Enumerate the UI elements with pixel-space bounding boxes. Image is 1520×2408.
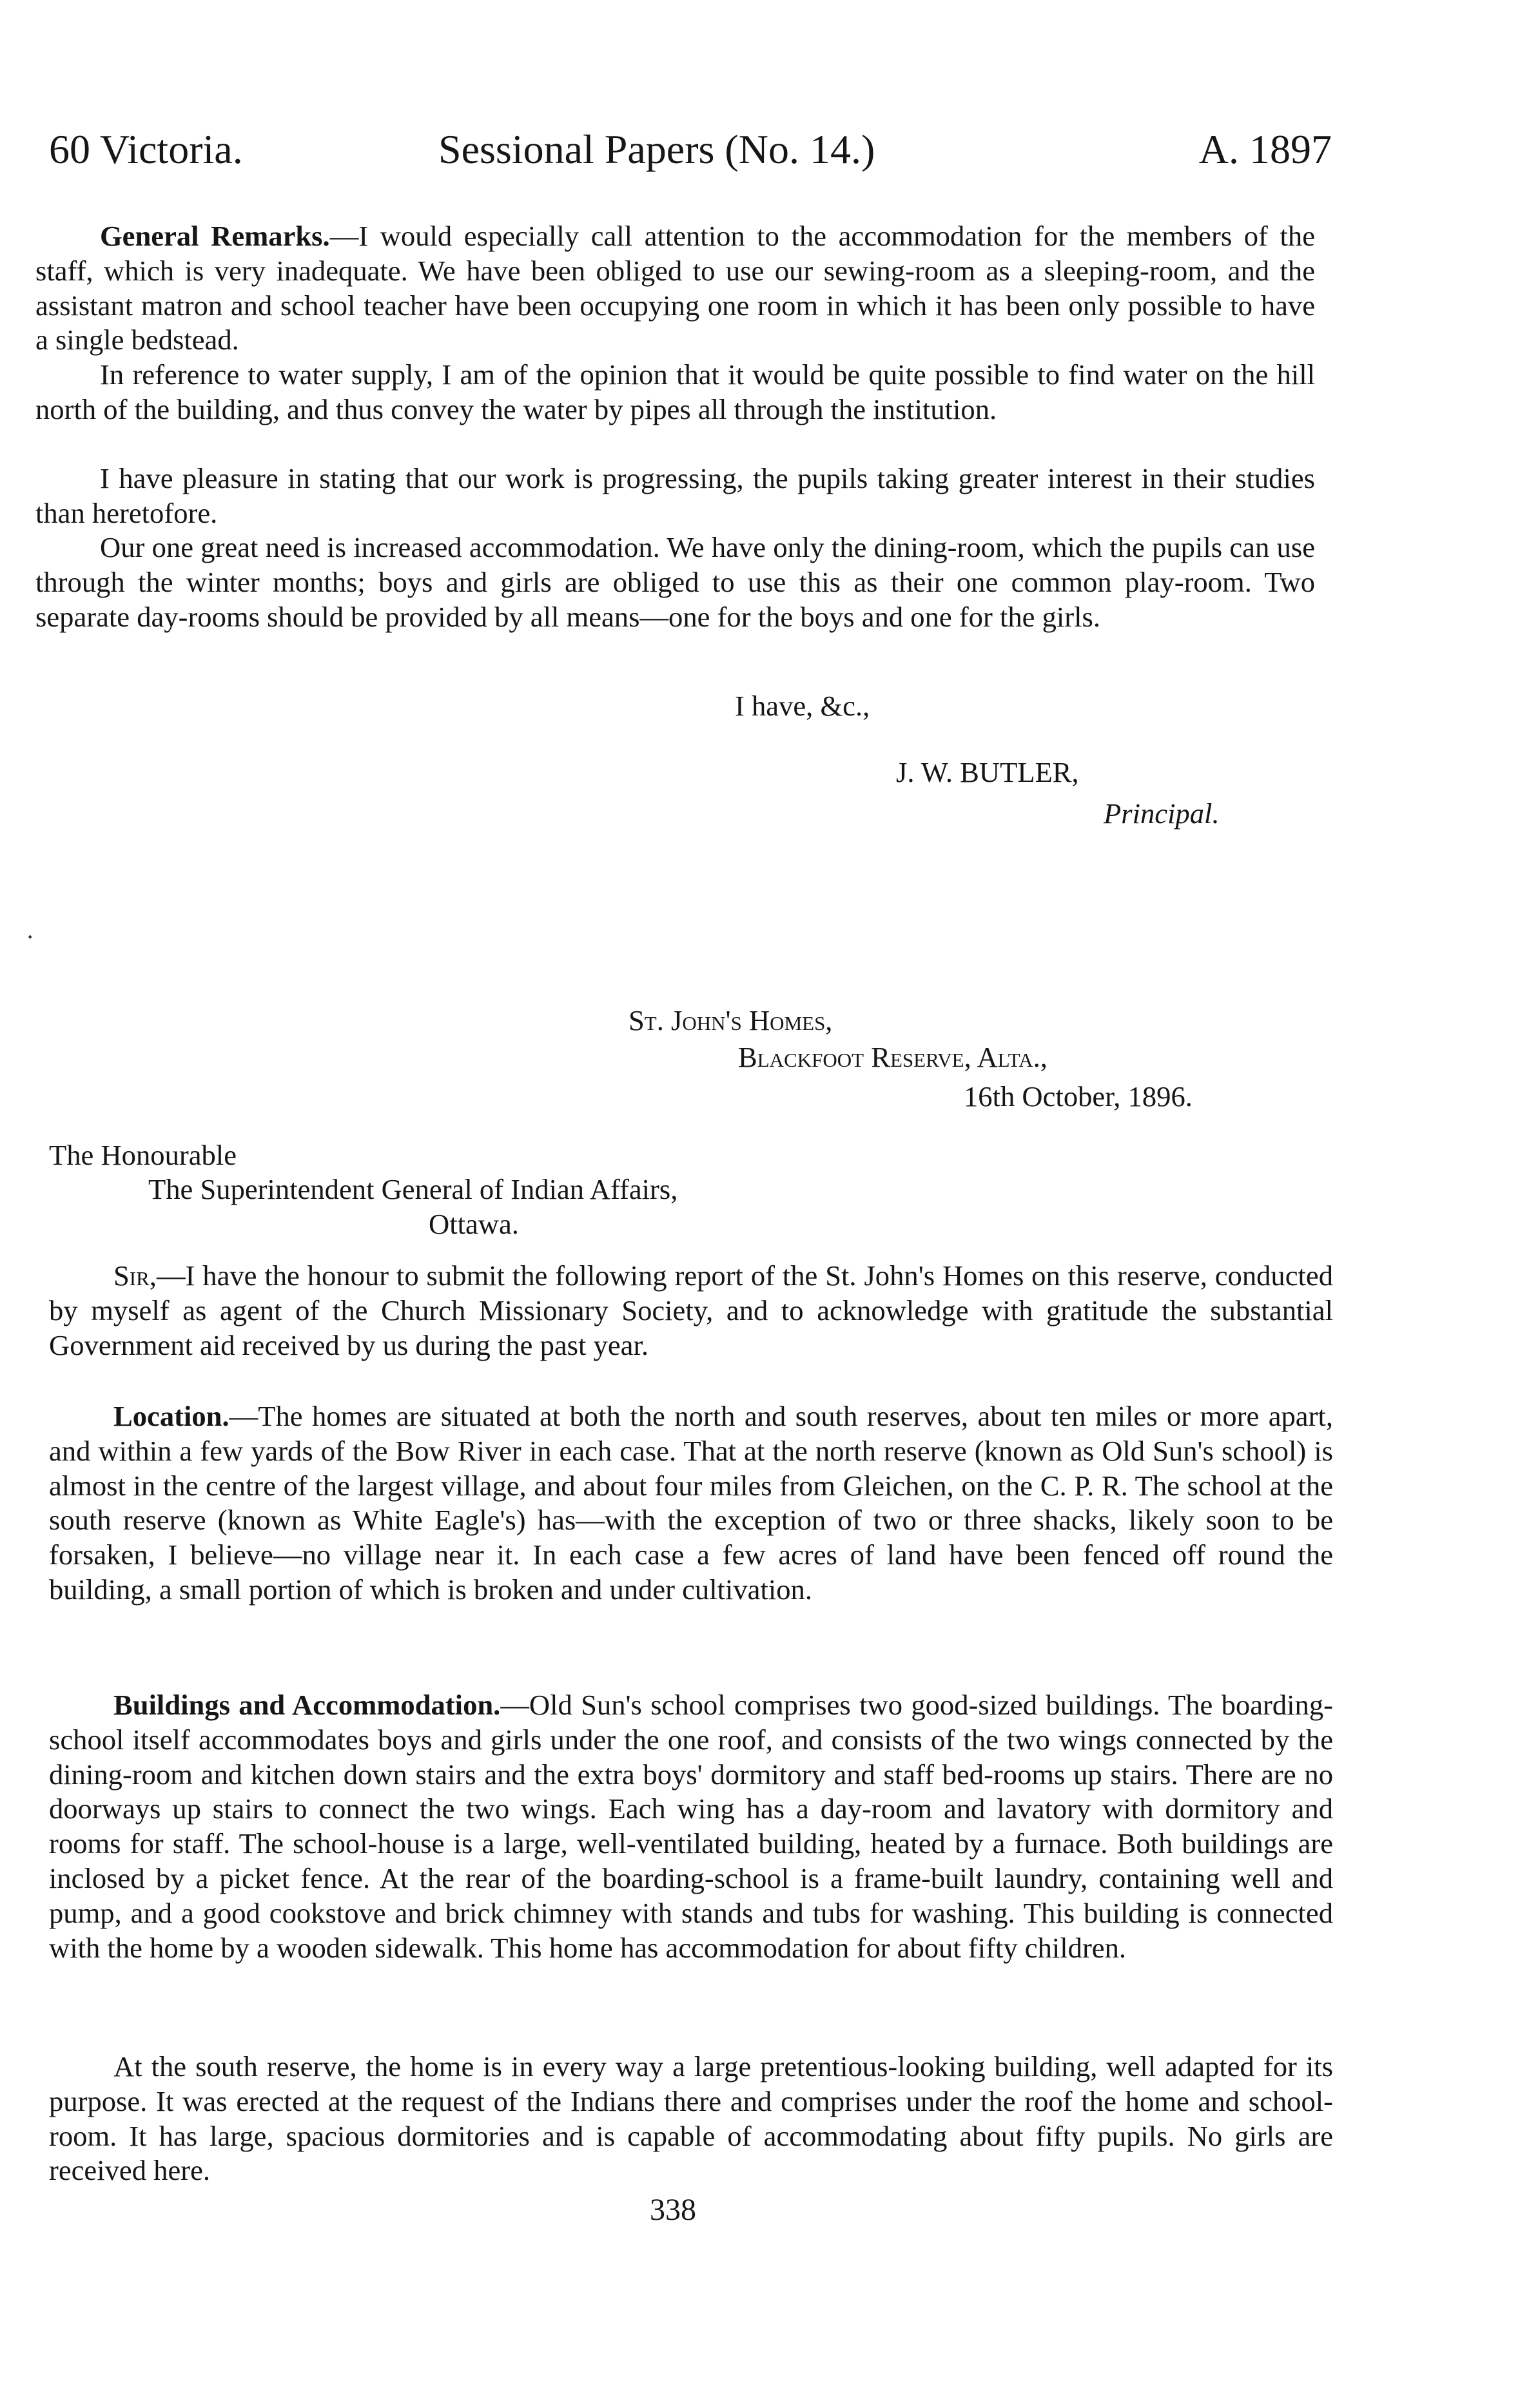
- water-supply-paragraph: In reference to water supply, I am of the opinion that it would be quite possible to find water on the hill north of the building, and thus convey the water by pipes all through the institution.: [35, 358, 1315, 425]
- general-remarks-text: —I would especially call attention to the accommodation for the members of the staff, which is very inadequate. We have been obliged to use our sewing-room as a sleeping-room, and the assistant matron and school teacher have been occupying one room in which it has been only possible to have a single bedstead.: [35, 220, 1315, 356]
- address-date: 16th October, 1896.: [964, 1080, 1193, 1112]
- progress-paragraph: I have pleasure in stating that our work is progressing, the pupils taking greater interest in their studies than heretofore.: [35, 462, 1315, 529]
- recipient-line-1: The Honourable: [49, 1139, 237, 1171]
- buildings-text: —Old Sun's school comprises two good-sized buildings. The boarding-school itself accommodates boys and girls under the one roof, and consists of the two wings connected by the dining-room and kitchen down stairs and the extra boys' dormitory and staff bed-rooms up stairs. There are no doorways up stairs to connect the two wings. Each wing has a day-room and lavatory with dormitory and rooms for staff. The school-house is a large, well-ventilated building, heated by a furnace. Both buildings are inclosed by a picket fence. At the rear of the boarding-school is a frame-built laundry, containing well and pump, and a good cookstove and brick chimney with stands and tubs for washing. This building is connected with the home by a wooden sidewalk. This home has accommodation for about fifty children.: [49, 1689, 1333, 1964]
- page-header: [49, 124, 1332, 175]
- header-session: 60 Victoria.: [49, 126, 243, 172]
- closing-line: I have, &c.,: [735, 690, 870, 722]
- signature-title: Principal.: [1104, 797, 1220, 830]
- recipient-line-3: Ottawa.: [429, 1208, 519, 1240]
- address-line-1: St. John's Homes,: [628, 1004, 833, 1036]
- intro-paragraph: [49, 1259, 1333, 1363]
- location-text: —The homes are situated at both the north and south reserves, about ten miles or more apart, and within a few yards of the Bow River in each case. That at the north reserve (known as Old Sun's school) is almost in the centre of the largest village, and about four miles from Gleichen, on the C. P. R. The school at the south reserve (known as White Eagle's) has—with the exception of two or three shacks, likely soon to be forsaken, I believe—no village near it. In each case a few acres of land have been fenced off round the building, a small portion of which is broken and under cultivation.: [49, 1400, 1333, 1606]
- location-heading: Location.: [113, 1400, 229, 1432]
- general-remarks-heading: General Remarks.: [100, 220, 330, 252]
- page-number: 338: [650, 2193, 696, 2227]
- intro-text: —I have the honour to submit the following report of the St. John's Homes on this reserve, conducted by myself as agent of the Church Missionary Society, and to acknowledge with gratitude the substantial Government aid received by us during the past year.: [49, 1259, 1333, 1361]
- buildings-paragraph: [49, 1688, 1333, 1965]
- header-publication: Sessional Papers (No. 14.): [438, 126, 875, 172]
- location-paragraph: [49, 1399, 1333, 1607]
- south-reserve-paragraph: At the south reserve, the home is in every way a large pretentious-looking building, well adapted for its purpose. It was erected at the request of the Indians there and comprises under the roof the home and school-room. It has large, spacious dormitories and is capable of accommodating about fifty pupils. No girls are received here.: [49, 2050, 1333, 2187]
- header-year: A. 1897: [1198, 126, 1332, 172]
- signature-name: J. W. BUTLER,: [896, 756, 1079, 788]
- address-line-2: Blackfoot Reserve, Alta.,: [738, 1041, 1047, 1073]
- salutation: Sir,: [113, 1259, 157, 1292]
- stray-mark: ·: [26, 922, 35, 951]
- general-remarks-paragraph: [35, 219, 1315, 358]
- recipient-line-2: The Superintendent General of Indian Affairs,: [148, 1173, 678, 1205]
- buildings-heading: Buildings and Accommodation.: [113, 1689, 501, 1721]
- accommodation-need-paragraph: Our one great need is increased accommodation. We have only the dining-room, which the pupils can use through the winter months; boys and girls are obliged to use this as their one common play-room. Two separate day-rooms should be provided by all means—one for the boys and one for the girls.: [35, 531, 1315, 633]
